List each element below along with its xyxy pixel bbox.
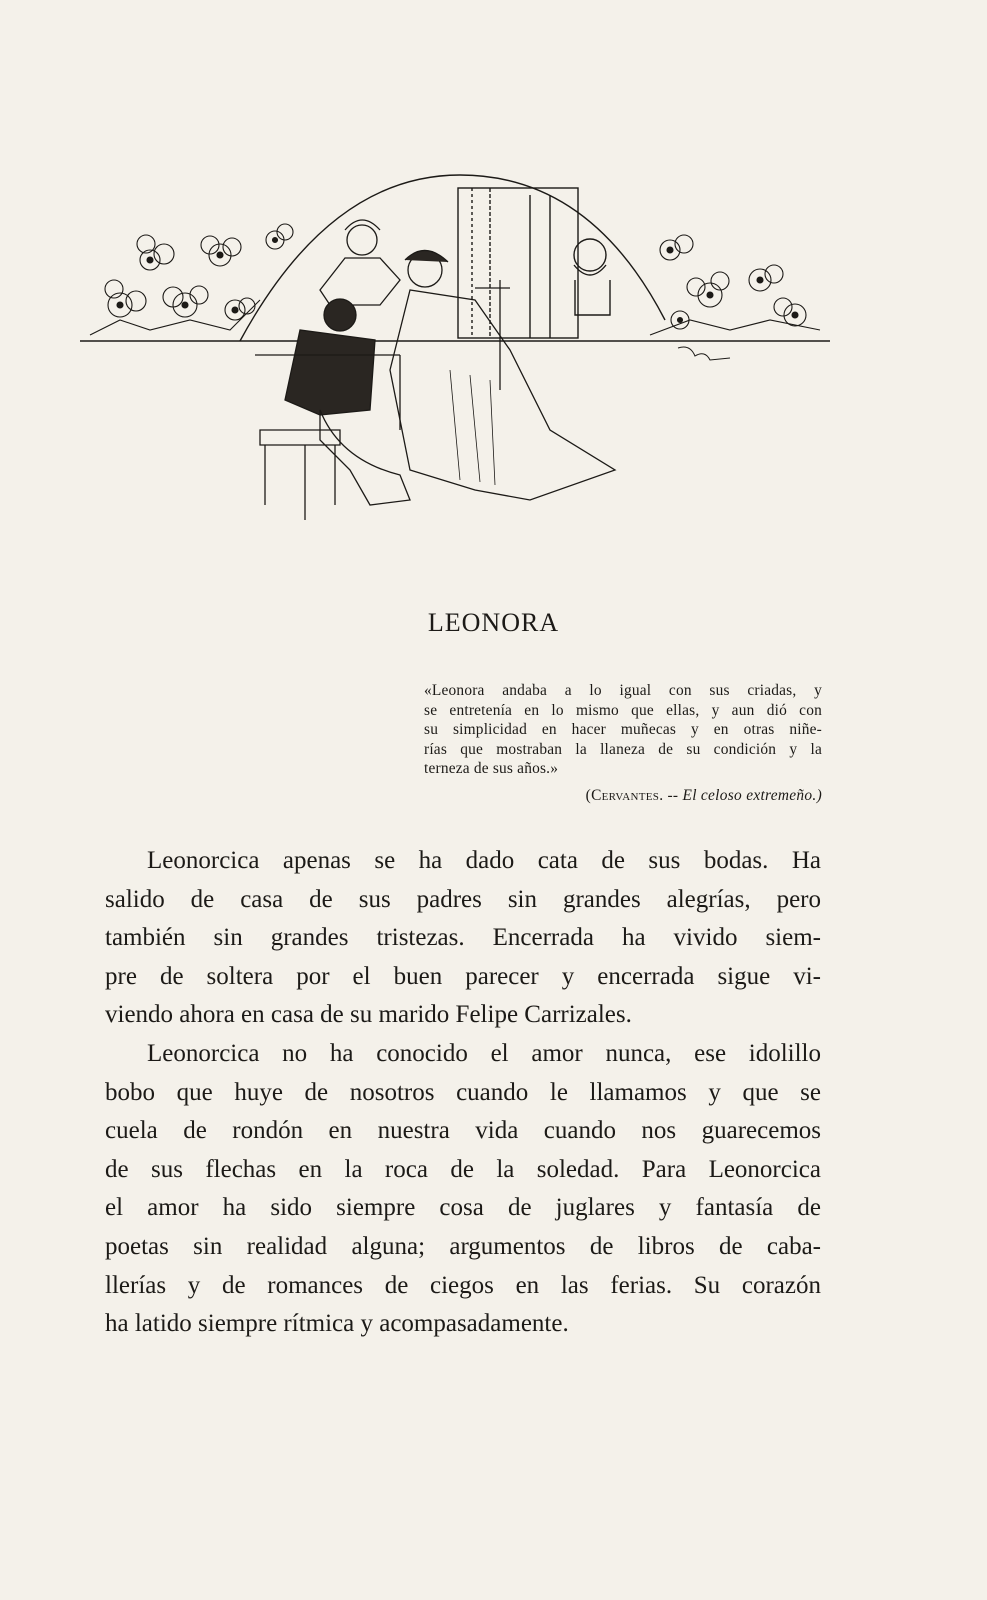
body-line: cuela de rondón en nuestra vida cuando nos guarecemos <box>105 1117 821 1145</box>
body-line: de sus flechas en la roca de la soledad. Para Leonorcica <box>105 1155 821 1183</box>
chapter-title: LEONORA <box>427 608 560 637</box>
body-line: salido de casa de sus padres sin grandes alegrías, pero <box>105 885 821 913</box>
paragraph-1 <box>105 842 821 1035</box>
epigraph-line: terneza de sus años.» <box>424 760 559 778</box>
body-line: bobo que huye de nosotros cuando le llamamos y que se <box>105 1078 821 1106</box>
attribution-open: ( <box>585 787 592 804</box>
engraving-icon <box>80 170 840 540</box>
attribution-separator: . -- <box>659 787 683 804</box>
paragraph-2 <box>105 1035 821 1344</box>
attribution-close: ) <box>816 787 822 804</box>
body-text <box>105 842 821 1344</box>
epigraph-line: se entretenía en lo mismo que ellas, y aun dió con <box>424 701 822 719</box>
body-line: también sin grandes tristezas. Encerrada ha vivido siem- <box>105 924 821 952</box>
body-line: Leonorcica apenas se ha dado cata de sus bodas. Ha <box>147 847 821 874</box>
epigraph-attribution <box>586 787 822 805</box>
attribution-work: El celoso extremeño. <box>682 787 817 804</box>
body-line: pre de soltera por el buen parecer y encerrada sigue vi- <box>105 962 821 990</box>
epigraph-line: su simplicidad en hacer muñecas y en otras niñe- <box>424 721 822 739</box>
body-line: llerías y de romances de ciegos en las ferias. Su corazón <box>105 1271 821 1299</box>
epigraph-quote <box>424 681 822 779</box>
body-line: poetas sin realidad alguna; argumentos de libros de caba- <box>105 1232 821 1260</box>
epigraph-line: rías que mostraban la llaneza de su condición y la <box>424 740 822 758</box>
body-line: el amor ha sido siempre cosa de juglares y fantasía de <box>105 1194 821 1222</box>
epigraph-line: «Leonora andaba a lo igual con sus criadas, y <box>424 682 822 699</box>
body-line: viendo ahora en casa de su marido Felipe Carrizales. <box>105 1001 632 1029</box>
attribution-author: Cervantes <box>591 787 660 804</box>
body-line: Leonorcica no ha conocido el amor nunca, ese idolillo <box>147 1039 821 1067</box>
engraving-illustration <box>80 170 840 540</box>
body-line: ha latido siempre rítmica y acompasadamente. <box>105 1310 569 1338</box>
